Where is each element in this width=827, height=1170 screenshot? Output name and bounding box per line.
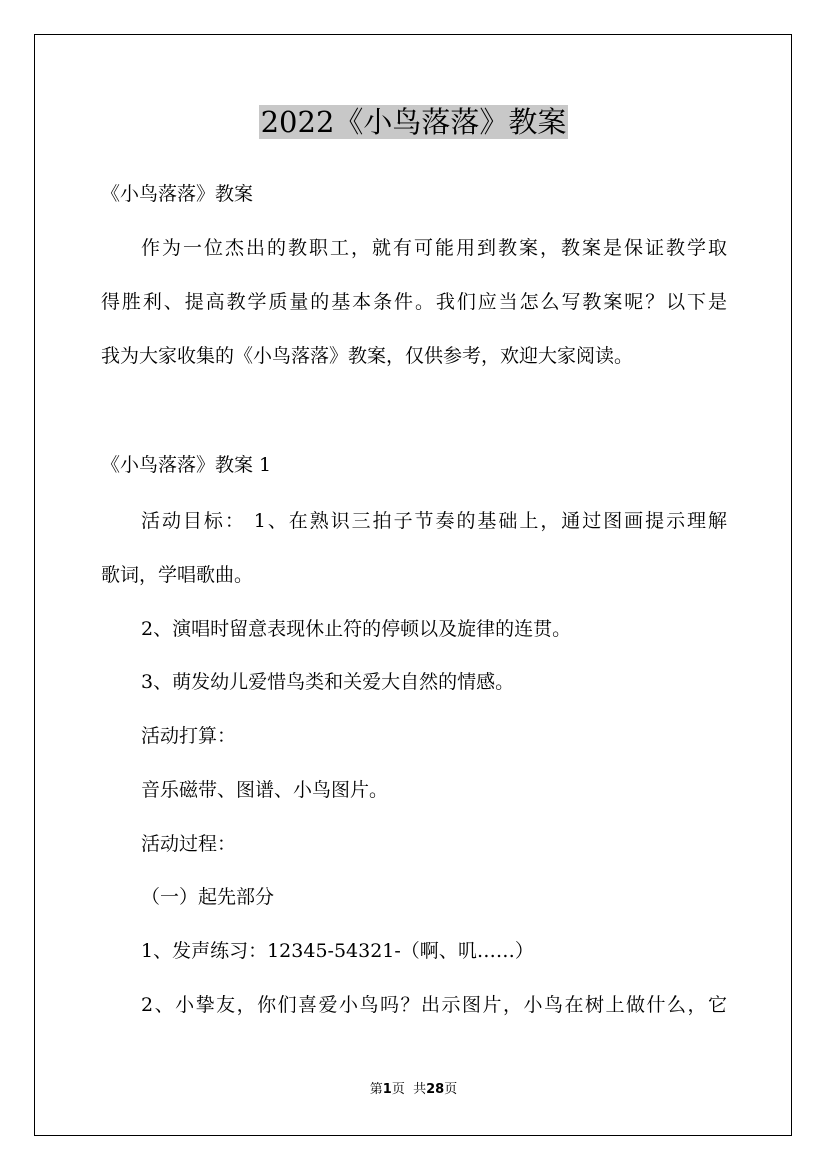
footer-page-prefix: 第 [369,1082,383,1097]
section-heading: 《小鸟落落》教案 [101,183,254,205]
document-title [0,100,827,144]
body-line: 音乐磁带、图谱、小鸟图片。 [141,779,389,801]
page-footer [0,1081,827,1099]
intro-paragraph-line: 我为大家收集的《小鸟落落》教案，仅供参考，欢迎大家阅读。 [101,345,634,367]
body-line: 活动过程： [141,833,237,855]
body-line: （一）起先部分 [141,886,275,908]
section-heading: 《小鸟落落》教案 1 [101,454,272,476]
title-text: 2022《小鸟落落》教案 [260,105,567,139]
intro-paragraph-line: 得胜利、提高教学质量的基本条件。我们应当怎么写教案呢？以下是 [101,291,727,313]
body-line: 2、演唱时留意表现休止符的停顿以及旋律的连贯。 [141,618,572,640]
body-line: 活动打算： [141,725,237,747]
footer-total-suffix: 页 [444,1082,458,1097]
body-line: 1、发声练习：12345-54321-（啊、叽……） [141,940,534,962]
body-line: 歌词，学唱歌曲。 [101,564,254,586]
footer-total-pages: 28 [426,1082,445,1097]
body-line: 3、萌发幼儿爱惜鸟类和关爱大自然的情感。 [141,671,515,693]
footer-page-suffix: 页 [391,1082,405,1097]
intro-paragraph-line: 作为一位杰出的教职工，就有可能用到教案，教案是保证教学取 [141,237,727,259]
footer-total-prefix: 共 [413,1082,427,1097]
body-line: 活动目标： 1、在熟识三拍子节奏的基础上，通过图画提示理解 [141,510,727,532]
body-line: 2、小挚友，你们喜爱小鸟吗？出示图片，小鸟在树上做什么，它 [141,994,727,1016]
footer-page-number: 1 [382,1082,392,1097]
